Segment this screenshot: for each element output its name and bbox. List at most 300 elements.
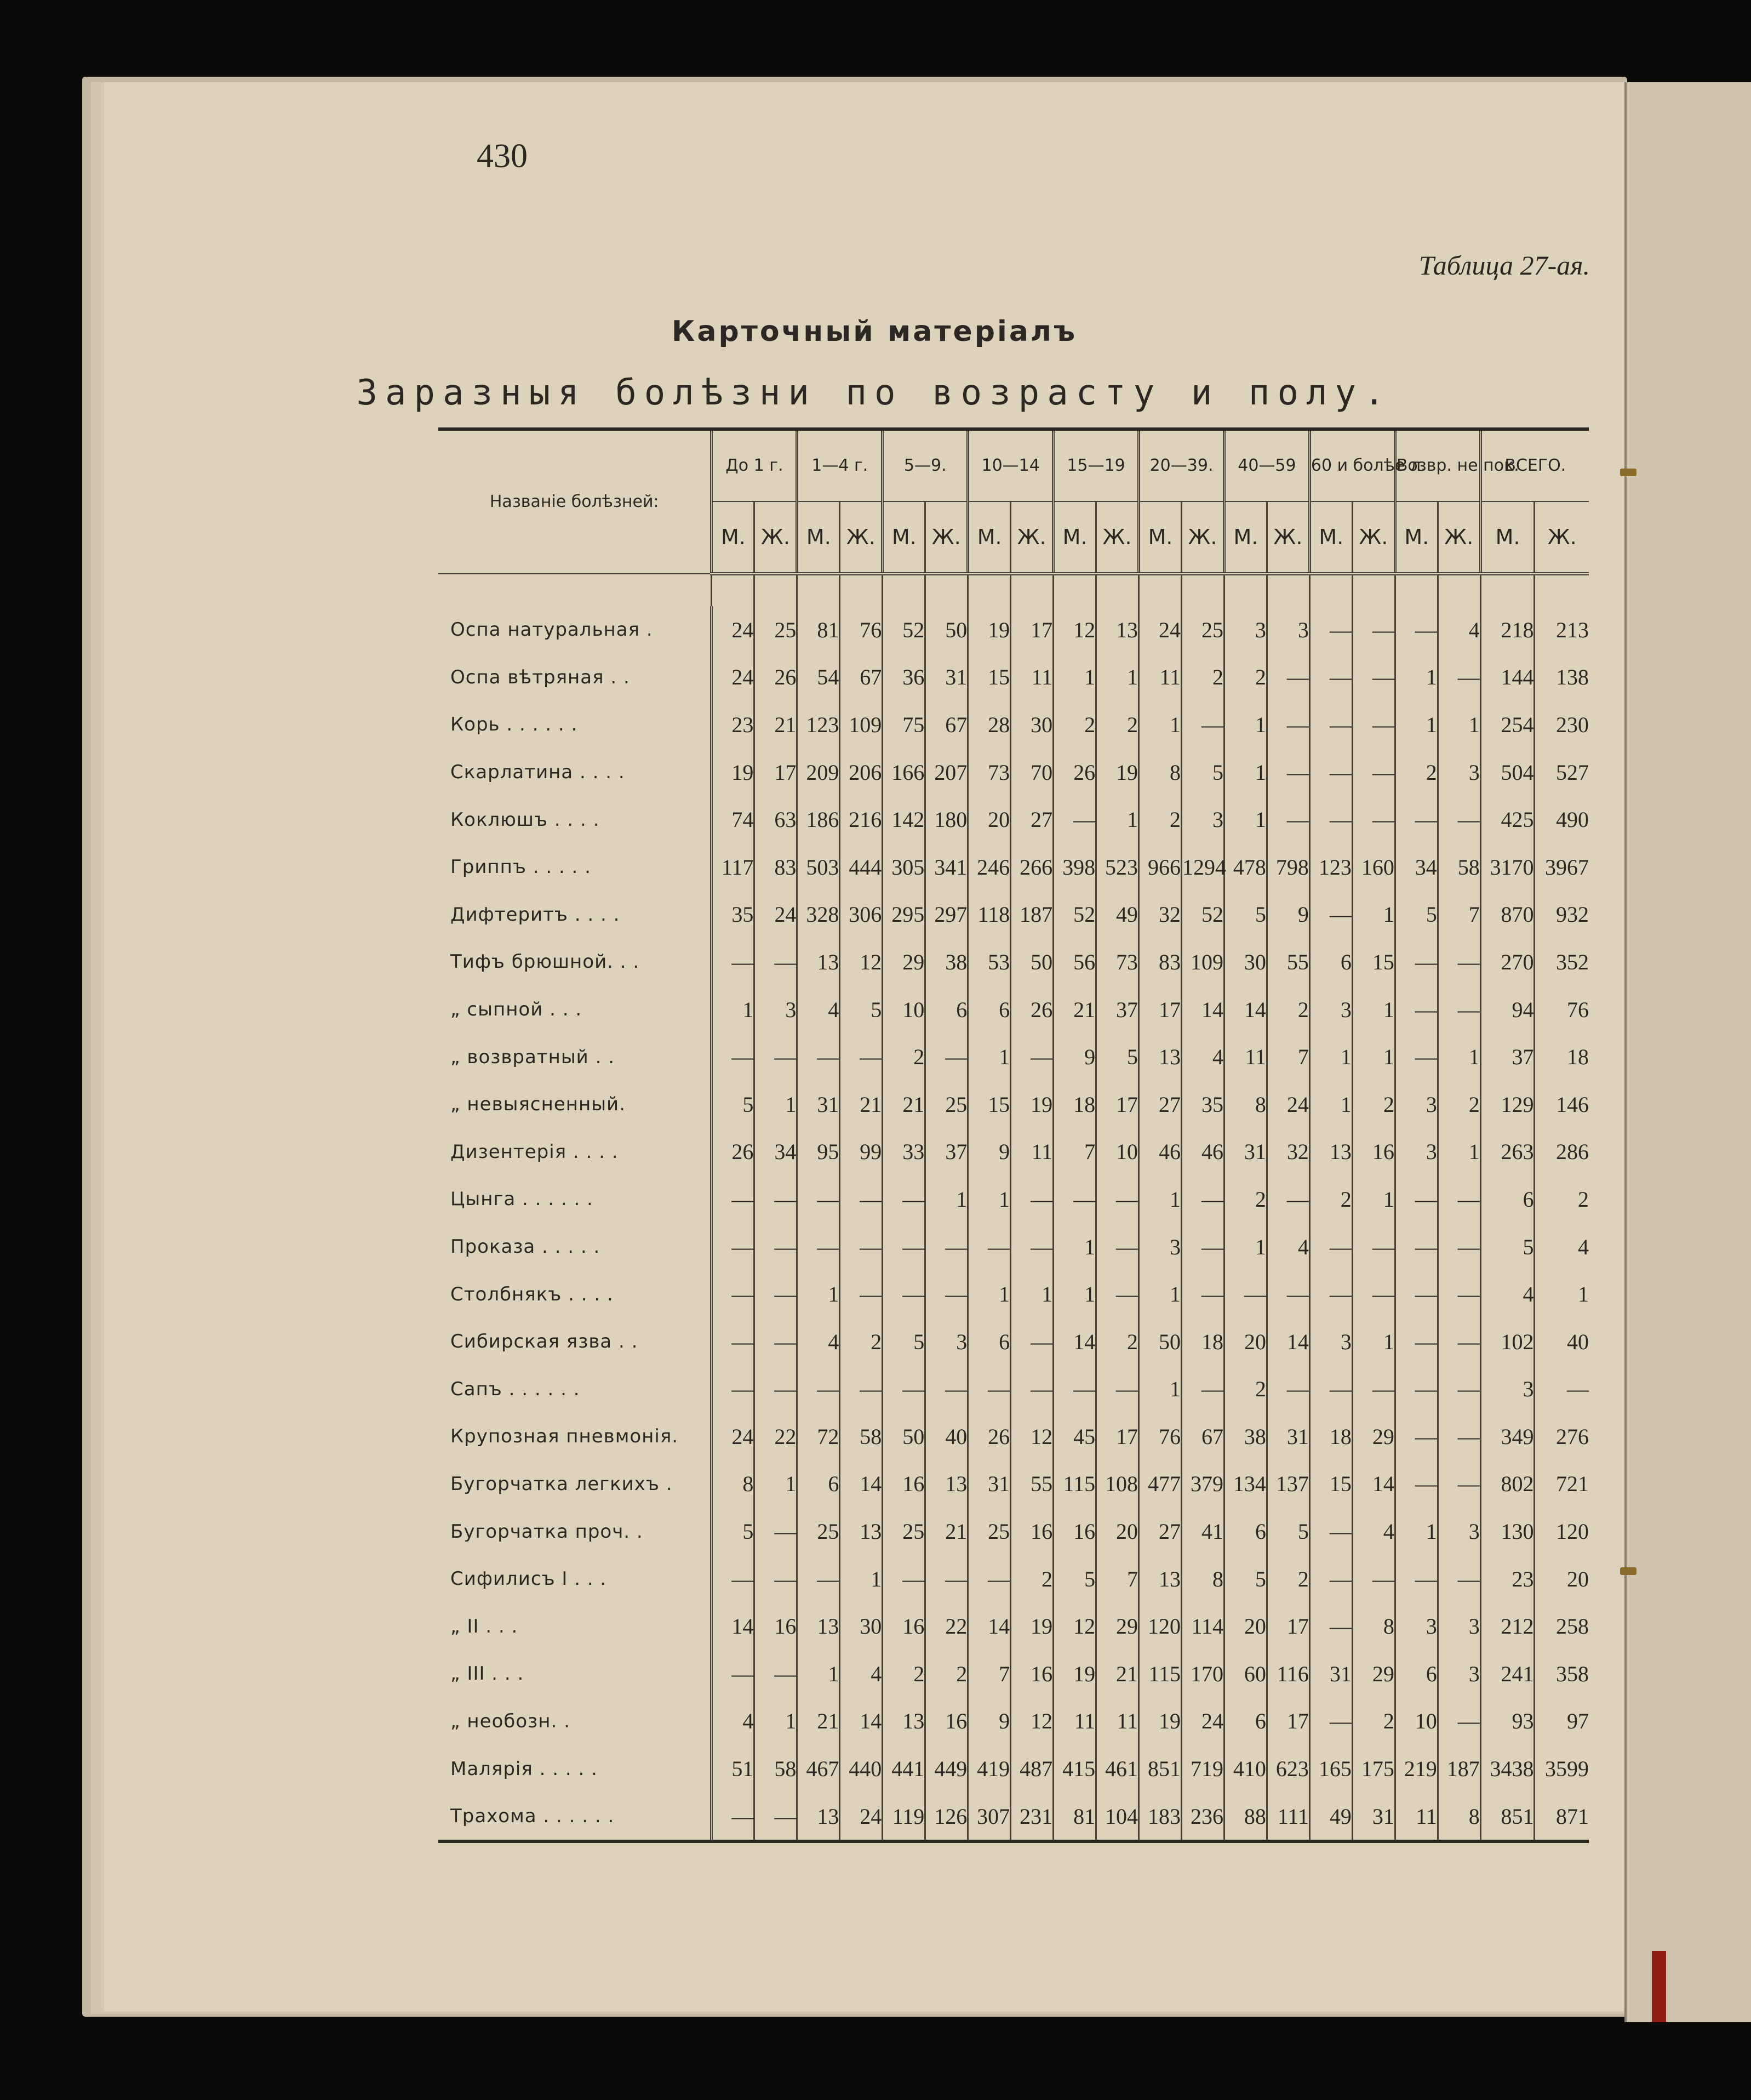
total-cell: 94 — [1480, 986, 1535, 1034]
table-cell: — — [1395, 606, 1438, 654]
column-header-female: Ж. — [925, 501, 968, 574]
table-row — [438, 1223, 1589, 1271]
table-cell: — — [1438, 938, 1480, 986]
table-cell: 295 — [883, 891, 925, 939]
column-header-male: М. — [968, 501, 1011, 574]
table-cell: 4 — [1182, 1033, 1224, 1081]
table-row — [438, 1318, 1589, 1366]
table-cell: 2 — [1309, 1175, 1352, 1223]
table-cell: 2 — [1224, 1366, 1267, 1413]
table-cell: 19 — [1096, 749, 1139, 796]
table-cell: 13 — [1139, 1555, 1182, 1603]
table-cell: 2 — [1267, 986, 1309, 1034]
table-cell: — — [1182, 1175, 1224, 1223]
table-cell: 31 — [1224, 1128, 1267, 1176]
table-cell: 74 — [712, 796, 754, 843]
table-cell: 1 — [1139, 1175, 1182, 1223]
table-cell: 1 — [1139, 1270, 1182, 1318]
table-cell: 8 — [1224, 1081, 1267, 1128]
column-group-header: 10—14 — [968, 429, 1054, 501]
table-cell: 6 — [925, 986, 968, 1034]
table-cell: 7 — [968, 1650, 1011, 1698]
table-cell: 2 — [883, 1033, 925, 1081]
table-cell: — — [1096, 1223, 1139, 1271]
table-cell: — — [1395, 938, 1438, 986]
table-cell: 20 — [1224, 1318, 1267, 1366]
table-cell: 76 — [1139, 1413, 1182, 1460]
table-cell: 13 — [797, 1602, 840, 1650]
table-cell: 17 — [1267, 1698, 1309, 1745]
table-cell: 5 — [1182, 749, 1224, 796]
table-cell: — — [797, 1223, 840, 1271]
table-row — [438, 1128, 1589, 1176]
table-body — [438, 574, 1589, 1841]
disease-name: Сибирская язва . . — [438, 1318, 712, 1366]
table-cell: 73 — [968, 749, 1011, 796]
table-cell: — — [1352, 1555, 1395, 1603]
table-row — [438, 749, 1589, 796]
table-cell: 30 — [1011, 701, 1054, 749]
table-cell: — — [925, 1555, 968, 1603]
table-cell: 21 — [883, 1081, 925, 1128]
table-cell: 246 — [968, 843, 1011, 891]
table-row — [438, 1460, 1589, 1508]
table-cell: — — [1438, 986, 1480, 1034]
table-cell: — — [1438, 1555, 1480, 1603]
table-cell: — — [1182, 1223, 1224, 1271]
total-cell: 146 — [1535, 1081, 1589, 1128]
table-cell: — — [1438, 654, 1480, 701]
total-cell: 213 — [1535, 606, 1589, 654]
table-cell: 5 — [1395, 891, 1438, 939]
table-cell: 23 — [712, 701, 754, 749]
table-cell: 35 — [1182, 1081, 1224, 1128]
table-cell: 441 — [883, 1745, 925, 1793]
table-cell: 6 — [1224, 1508, 1267, 1555]
table-cell: 3 — [1438, 1508, 1480, 1555]
total-cell: 258 — [1535, 1602, 1589, 1650]
table-cell: 851 — [1139, 1745, 1182, 1793]
table-cell: — — [1267, 701, 1309, 749]
table-cell: 118 — [968, 891, 1011, 939]
table-cell: 2 — [1395, 749, 1438, 796]
table-cell: 8 — [1438, 1793, 1480, 1842]
column-header-female: Ж. — [754, 501, 797, 574]
total-cell: 1 — [1535, 1270, 1589, 1318]
table-cell: 16 — [1011, 1650, 1054, 1698]
table-cell: — — [712, 1175, 754, 1223]
table-cell: 52 — [1054, 891, 1096, 939]
table-cell: — — [1438, 1366, 1480, 1413]
table-cell: — — [1011, 1033, 1054, 1081]
table-cell: 25 — [925, 1081, 968, 1128]
table-cell: 12 — [1054, 606, 1096, 654]
table-cell: 114 — [1182, 1602, 1224, 1650]
table-cell: — — [1267, 1366, 1309, 1413]
table-cell: 19 — [1139, 1698, 1182, 1745]
table-cell: 6 — [1395, 1650, 1438, 1698]
table-cell: — — [1011, 1223, 1054, 1271]
table-cell: 7 — [1438, 891, 1480, 939]
disease-name: „ III . . . — [438, 1650, 712, 1698]
table-cell: 307 — [968, 1793, 1011, 1842]
table-cell: 1 — [754, 1081, 797, 1128]
table-cell: 9 — [968, 1128, 1011, 1176]
column-header-male: М. — [797, 501, 840, 574]
table-cell: 21 — [754, 701, 797, 749]
table-cell: 31 — [925, 654, 968, 701]
table-cell: — — [968, 1223, 1011, 1271]
table-cell: 15 — [968, 1081, 1011, 1128]
disease-name: Оспа натуральная . — [438, 606, 712, 654]
table-cell: 134 — [1224, 1460, 1267, 1508]
total-cell: 20 — [1535, 1555, 1589, 1603]
table-cell: 2 — [883, 1650, 925, 1698]
table-cell: — — [925, 1270, 968, 1318]
table-cell: 32 — [1139, 891, 1182, 939]
column-header-male: М. — [1054, 501, 1096, 574]
table-cell: 266 — [1011, 843, 1054, 891]
table-row — [438, 843, 1589, 891]
table-cell: 13 — [925, 1460, 968, 1508]
table-cell: 209 — [797, 749, 840, 796]
table-cell: — — [840, 1033, 883, 1081]
table-cell: — — [797, 1033, 840, 1081]
total-cell: 3438 — [1480, 1745, 1535, 1793]
table-cell: 6 — [1309, 938, 1352, 986]
table-cell: 7 — [1054, 1128, 1096, 1176]
table-cell: 15 — [1352, 938, 1395, 986]
table-cell: 24 — [712, 606, 754, 654]
table-cell: 17 — [754, 749, 797, 796]
table-cell: 180 — [925, 796, 968, 843]
table-cell: 13 — [840, 1508, 883, 1555]
table-cell: 487 — [1011, 1745, 1054, 1793]
table-cell: 32 — [1267, 1128, 1309, 1176]
table-cell: 6 — [797, 1460, 840, 1508]
table-cell: — — [754, 1223, 797, 1271]
table-cell: — — [1395, 1318, 1438, 1366]
table-cell: 123 — [797, 701, 840, 749]
total-cell: 144 — [1480, 654, 1535, 701]
table-cell: 14 — [1182, 986, 1224, 1034]
total-cell: 138 — [1535, 654, 1589, 701]
total-cell: 97 — [1535, 1698, 1589, 1745]
table-cell: — — [712, 1223, 754, 1271]
table-cell: — — [883, 1366, 925, 1413]
table-cell: 175 — [1352, 1745, 1395, 1793]
table-cell: 13 — [1096, 606, 1139, 654]
table-cell: 4 — [1267, 1223, 1309, 1271]
table-cell: 12 — [1011, 1413, 1054, 1460]
table-cell: 29 — [1352, 1650, 1395, 1698]
table-cell: 25 — [968, 1508, 1011, 1555]
table-cell: 27 — [1011, 796, 1054, 843]
table-cell: — — [1438, 1698, 1480, 1745]
total-cell: 40 — [1535, 1318, 1589, 1366]
column-header-male: М. — [883, 501, 925, 574]
table-cell: 55 — [1011, 1460, 1054, 1508]
table-cell: 6 — [968, 986, 1011, 1034]
table-cell: — — [1395, 1223, 1438, 1271]
table-cell: 1 — [1054, 654, 1096, 701]
table-cell: 18 — [1182, 1318, 1224, 1366]
table-cell: 31 — [1309, 1650, 1352, 1698]
table-cell: — — [1438, 1413, 1480, 1460]
table-cell: 17 — [1267, 1602, 1309, 1650]
total-cell: 241 — [1480, 1650, 1535, 1698]
column-header-male: М. — [1224, 501, 1267, 574]
table-cell: — — [883, 1223, 925, 1271]
table-cell: — — [797, 1555, 840, 1603]
table-cell: 4 — [797, 1318, 840, 1366]
table-cell: 115 — [1054, 1460, 1096, 1508]
table-cell: — — [1438, 1318, 1480, 1366]
table-cell: — — [1352, 654, 1395, 701]
table-cell: — — [1309, 749, 1352, 796]
table-cell: 22 — [925, 1602, 968, 1650]
table-cell: 467 — [797, 1745, 840, 1793]
table-cell: 76 — [840, 606, 883, 654]
table-row — [438, 1698, 1589, 1745]
total-cell: 851 — [1480, 1793, 1535, 1842]
table-cell: 41 — [1182, 1508, 1224, 1555]
table-row — [438, 1745, 1589, 1793]
table-cell: 73 — [1096, 938, 1139, 986]
total-cell: 352 — [1535, 938, 1589, 986]
table-cell: 34 — [754, 1128, 797, 1176]
table-cell: 2 — [1139, 796, 1182, 843]
table-cell: 31 — [1352, 1793, 1395, 1842]
table-cell: — — [1011, 1366, 1054, 1413]
table-cell: — — [1224, 1270, 1267, 1318]
column-header-name: Названіе болѣзней: — [438, 429, 712, 574]
table-cell: — — [840, 1175, 883, 1223]
table-cell: — — [712, 1793, 754, 1842]
table-row — [438, 1366, 1589, 1413]
table-cell: — — [1395, 1033, 1438, 1081]
table-cell: 3 — [1139, 1223, 1182, 1271]
disease-name: Цынга . . . . . . — [438, 1175, 712, 1223]
table-cell: 13 — [883, 1698, 925, 1745]
table-cell: 1 — [1096, 654, 1139, 701]
disease-name: Сифилисъ I . . . — [438, 1555, 712, 1603]
table-cell: 67 — [925, 701, 968, 749]
table-cell: 26 — [1054, 749, 1096, 796]
table-cell: 24 — [754, 891, 797, 939]
total-cell: 504 — [1480, 749, 1535, 796]
column-group-header: До 1 г. — [712, 429, 797, 501]
table-cell: 52 — [1182, 891, 1224, 939]
table-cell: 38 — [1224, 1413, 1267, 1460]
column-group-header: Возвр. не пок. — [1395, 429, 1480, 501]
table-cell: 31 — [1267, 1413, 1309, 1460]
table-cell: 19 — [712, 749, 754, 796]
total-cell: 425 — [1480, 796, 1535, 843]
table-cell: 207 — [925, 749, 968, 796]
column-header-female: Ж. — [1438, 501, 1480, 574]
column-header-female: Ж. — [1267, 501, 1309, 574]
table-cell: 2 — [1352, 1698, 1395, 1745]
disease-name: Коклюшъ . . . . — [438, 796, 712, 843]
table-cell: 40 — [925, 1413, 968, 1460]
table-cell: 104 — [1096, 1793, 1139, 1842]
table-cell: 13 — [797, 938, 840, 986]
table-cell: 2 — [1352, 1081, 1395, 1128]
table-cell: 3 — [1182, 796, 1224, 843]
table-cell: 449 — [925, 1745, 968, 1793]
table-cell: — — [1309, 701, 1352, 749]
table-cell: — — [883, 1270, 925, 1318]
table-cell: 4 — [797, 986, 840, 1034]
total-cell: 129 — [1480, 1081, 1535, 1128]
total-cell: 212 — [1480, 1602, 1535, 1650]
table-cell: — — [1096, 1175, 1139, 1223]
table-cell: 26 — [712, 1128, 754, 1176]
table-cell: 2 — [1438, 1081, 1480, 1128]
table-cell: — — [1395, 1366, 1438, 1413]
table-cell: — — [1438, 796, 1480, 843]
table-cell: 3 — [1309, 1318, 1352, 1366]
table-cell: 21 — [925, 1508, 968, 1555]
table-cell: 31 — [968, 1460, 1011, 1508]
total-cell: 263 — [1480, 1128, 1535, 1176]
table-row — [438, 1270, 1589, 1318]
table-cell: 6 — [968, 1318, 1011, 1366]
table-cell: — — [712, 1650, 754, 1698]
table-cell: 440 — [840, 1745, 883, 1793]
total-cell: 527 — [1535, 749, 1589, 796]
table-cell: 25 — [883, 1508, 925, 1555]
table-cell: 25 — [797, 1508, 840, 1555]
table-cell: 9 — [1267, 891, 1309, 939]
table-cell: — — [1309, 1223, 1352, 1271]
table-cell: — — [754, 1508, 797, 1555]
table-cell: — — [1309, 654, 1352, 701]
table-cell: — — [1352, 701, 1395, 749]
total-cell: 871 — [1535, 1793, 1589, 1842]
table-subtitle: Заразныя болѣзни по возрасту и полу. — [356, 373, 1393, 413]
table-cell: 1 — [1395, 701, 1438, 749]
table-cell: 49 — [1309, 1793, 1352, 1842]
table-cell: — — [925, 1366, 968, 1413]
disease-name: Крупозная пневмонія. — [438, 1413, 712, 1460]
disease-name: Бугорчатка легкихъ . — [438, 1460, 712, 1508]
table-row — [438, 1033, 1589, 1081]
table-cell: 1 — [1011, 1270, 1054, 1318]
table-cell: 1 — [754, 1460, 797, 1508]
table-cell: 1 — [797, 1270, 840, 1318]
table-row — [438, 1602, 1589, 1650]
table-cell: 5 — [1224, 1555, 1267, 1603]
table-cell: 1 — [1224, 796, 1267, 843]
table-cell: 27 — [1139, 1081, 1182, 1128]
table-cell: 37 — [925, 1128, 968, 1176]
table-cell: — — [754, 1033, 797, 1081]
table-cell: 166 — [883, 749, 925, 796]
table-cell: 20 — [968, 796, 1011, 843]
table-cell: 11 — [1096, 1698, 1139, 1745]
table-cell: 5 — [1054, 1555, 1096, 1603]
table-cell: 419 — [968, 1745, 1011, 1793]
total-cell: 4 — [1535, 1223, 1589, 1271]
table-cell: 25 — [754, 606, 797, 654]
disease-name: Оспа вѣтряная . . — [438, 654, 712, 701]
table-cell: — — [1096, 1270, 1139, 1318]
table-cell: — — [712, 938, 754, 986]
table-cell: — — [754, 938, 797, 986]
table-cell: 1 — [968, 1270, 1011, 1318]
disease-name: „ невыясненный. — [438, 1081, 712, 1128]
table-row — [438, 938, 1589, 986]
table-cell: 1 — [1352, 986, 1395, 1034]
table-cell: 3 — [1395, 1602, 1438, 1650]
disease-name: Малярія . . . . . — [438, 1745, 712, 1793]
table-cell: 3 — [1267, 606, 1309, 654]
table-cell: — — [1309, 891, 1352, 939]
table-cell: 29 — [1096, 1602, 1139, 1650]
table-cell: 160 — [1352, 843, 1395, 891]
table-cell: 22 — [754, 1413, 797, 1460]
table-cell: 410 — [1224, 1745, 1267, 1793]
table-cell: 21 — [840, 1081, 883, 1128]
column-group-header: 1—4 г. — [797, 429, 883, 501]
table-cell: 2 — [1011, 1555, 1054, 1603]
table-row — [438, 606, 1589, 654]
table-cell: 25 — [1182, 606, 1224, 654]
table-row — [438, 796, 1589, 843]
table-cell: 33 — [883, 1128, 925, 1176]
table-cell: 14 — [1352, 1460, 1395, 1508]
table-cell: — — [712, 1033, 754, 1081]
table-cell: 379 — [1182, 1460, 1224, 1508]
table-cell: 16 — [925, 1698, 968, 1745]
table-cell: 1 — [1054, 1223, 1096, 1271]
table-cell: 165 — [1309, 1745, 1352, 1793]
table-cell: 19 — [1054, 1650, 1096, 1698]
table-cell: 26 — [1011, 986, 1054, 1034]
disease-name: „ возвратный . . — [438, 1033, 712, 1081]
column-header-male: М. — [1139, 501, 1182, 574]
table-cell: — — [1438, 1175, 1480, 1223]
table-cell: 1 — [925, 1175, 968, 1223]
total-cell: 270 — [1480, 938, 1535, 986]
table-cell: 5 — [1267, 1508, 1309, 1555]
table-cell: 477 — [1139, 1460, 1182, 1508]
table-cell: — — [1182, 1366, 1224, 1413]
table-cell: — — [1352, 749, 1395, 796]
table-cell: 623 — [1267, 1745, 1309, 1793]
table-cell: — — [712, 1318, 754, 1366]
table-cell: 26 — [968, 1413, 1011, 1460]
total-cell: 76 — [1535, 986, 1589, 1034]
table-cell: — — [1054, 1366, 1096, 1413]
binding-clip — [1620, 469, 1636, 476]
table-cell: 116 — [1267, 1650, 1309, 1698]
table-cell: 16 — [883, 1460, 925, 1508]
table-cell: — — [712, 1555, 754, 1603]
total-cell: 130 — [1480, 1508, 1535, 1555]
table-cell: 49 — [1096, 891, 1139, 939]
disease-name: Гриппъ . . . . . — [438, 843, 712, 891]
table-row — [438, 1081, 1589, 1128]
column-group-header: ВСЕГО. — [1480, 429, 1589, 501]
table-cell: — — [1267, 654, 1309, 701]
table-cell: 7 — [1267, 1033, 1309, 1081]
total-cell: 230 — [1535, 701, 1589, 749]
table-cell: 58 — [1438, 843, 1480, 891]
header-row-groups — [438, 429, 1589, 501]
